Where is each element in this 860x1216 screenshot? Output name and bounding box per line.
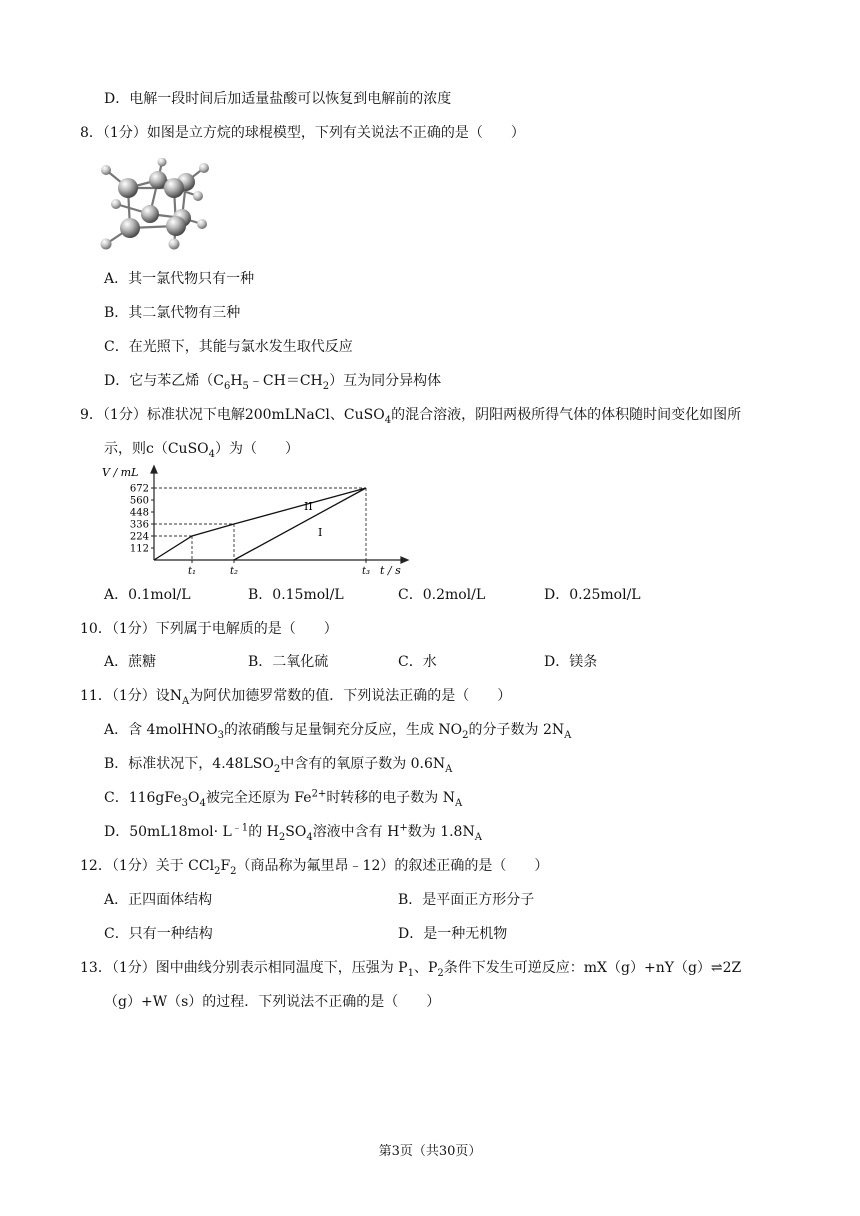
gas-volume-time-chart	[98, 464, 420, 582]
q9-option-c: C．0.2mol/L	[398, 587, 486, 603]
x-tick-label: t₂	[229, 566, 239, 577]
series-label-I: I	[318, 526, 323, 539]
q10-option-c: C．水	[398, 654, 437, 670]
q13-stem-line1: 13．（1分）图中曲线分别表示相同温度下，压强为 $P_1$、$P_2$条件下发生可逆反应：mX（g）+nY（g）⇌2Z	[80, 960, 742, 979]
q8-option-d: D．它与苯乙烯$(C_6H_5﹣CH=CH_2)$互为同分异构体	[104, 373, 442, 392]
q8-stem: 8．（1分）如图是立方烷的球棍模型，下列有关说法不正确的是（ ）	[80, 125, 525, 141]
y-axis-label: V / mL	[102, 466, 139, 479]
y-tick-label: 224	[129, 531, 149, 543]
q8-option-a: A．其一氯代物只有一种	[104, 271, 255, 287]
series-label-II: II	[304, 500, 313, 513]
x-axis-arrow	[401, 557, 408, 563]
q7-option-d: D．电解一段时间后加适量盐酸可以恢复到电解前的浓度	[104, 91, 452, 107]
page-footer: 第3页（共30页）	[378, 1144, 482, 1159]
q11-option-c: C．$116gFe_3O_4$被完全还原为 $Fe^{2+}$时转移的电子数为 $N_A$	[104, 788, 463, 809]
q9-stem-line1: 9．（1分）标准状况下电解200mLNaCl、CuSO$_4$的混合溶液，阴阳两极所得气体的体积随时间变化如图所	[80, 407, 742, 426]
q10-option-a: A．蔗糖	[104, 654, 157, 670]
q9-option-d: D．0.25mol/L	[544, 587, 641, 603]
y-tick-label: 672	[129, 483, 149, 495]
x-tick-label: t₃	[361, 566, 371, 577]
q12-option-b: B．是平面正方形分子	[398, 892, 535, 908]
q12-option-d: D．是一种无机物	[398, 926, 508, 942]
y-tick-label: 112	[129, 543, 149, 555]
q11-stem: 11．（1分）设$N_A$为阿伏加德罗常数的值．下列说法正确的是（ ）	[80, 688, 512, 707]
q10-option-d: D．镁条	[544, 654, 598, 670]
y-tick-label: 448	[129, 507, 149, 519]
q11-option-d: D．$50mL18mol\cdot L^{﹣1}$的 $H_2SO_4$溶液中含有 H+数为 $1.8N_A$	[104, 822, 482, 843]
q11-option-a: A．含 4molHNO$_3$的浓硝酸与足量铜充分反应，生成 $NO_2$的分子数为 $2N_A$	[104, 722, 572, 741]
q10-stem: 10．（1分）下列属于电解质的是（ ）	[80, 621, 338, 637]
q10-option-b: B．二氧化硫	[248, 654, 329, 670]
x-axis-label: t / s	[380, 564, 401, 577]
q8-option-b: B．其二氯代物有三种	[104, 305, 241, 321]
series-line-I	[234, 488, 366, 560]
q11-option-b: B．标准状况下，$4.48LSO_2$中含有的氧原子数为 $0.6N_A$	[104, 756, 453, 775]
cubane-ball-stick-model	[98, 158, 216, 254]
y-axis-arrow	[151, 466, 157, 473]
y-tick-label: 336	[129, 519, 149, 531]
q13-stem-line2: （g）+W（s）的过程．下列说法不正确的是（ ）	[104, 994, 441, 1010]
q12-stem: 12．（1分）关于 $CCl_2F_2$（商品称为氟里昂﹣12）的叙述正确的是（ ）	[80, 858, 549, 877]
q8-option-c: C．在光照下，其能与氯水发生取代反应	[104, 339, 353, 355]
q12-option-a: A．正四面体结构	[104, 892, 213, 908]
q9-stem-line2: 示，则c（CuSO$_4$）为（ ）	[104, 441, 300, 460]
q9-option-b: B．0.15mol/L	[248, 587, 344, 603]
x-tick-label: t₁	[187, 566, 197, 577]
q12-option-c: C．只有一种结构	[104, 926, 213, 942]
q9-option-a: A．0.1mol/L	[104, 587, 191, 603]
y-tick-label: 560	[129, 495, 149, 507]
